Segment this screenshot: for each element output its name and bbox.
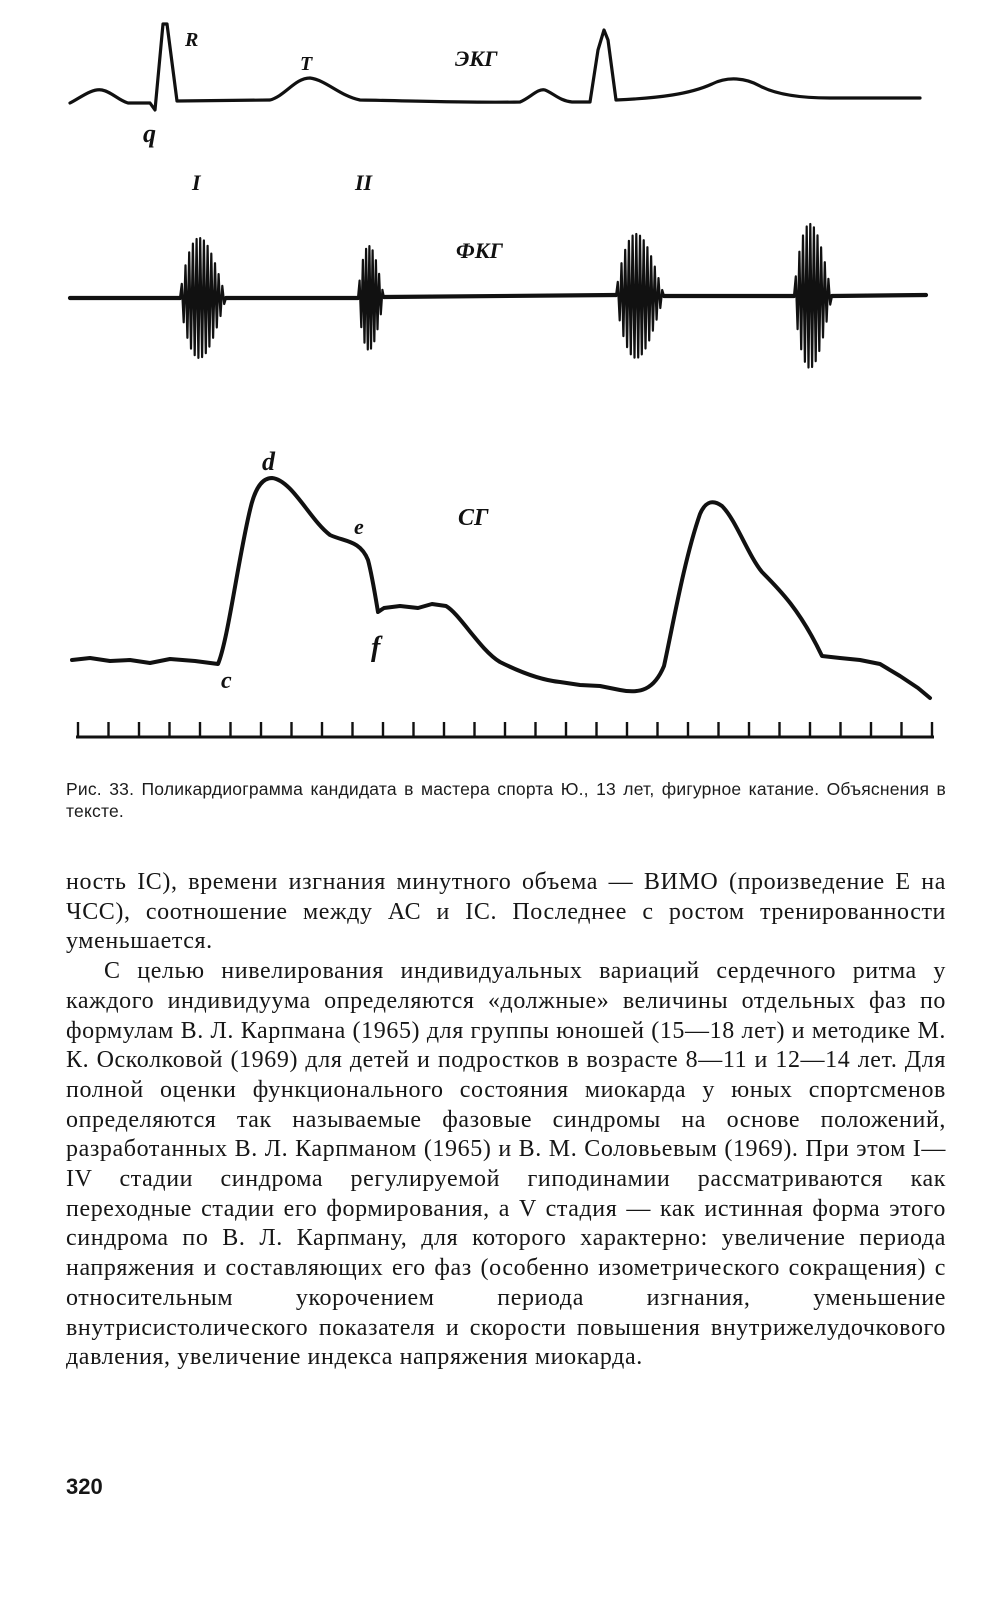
sg-point-f-label: f	[371, 632, 381, 663]
sg-point-c-label: c	[221, 668, 232, 694]
ecg-trace-label: ЭКГ	[455, 46, 498, 71]
pcg-trace-label: ФКГ	[456, 238, 503, 263]
sg-point-d-label: d	[262, 447, 275, 476]
polycardiogram-figure	[0, 0, 993, 770]
pcg-tone-burst	[180, 238, 226, 358]
figure-caption: Рис. 33. Поликардиограмма кандидата в мастера спорта Ю., 13 лет, фигурное катание. Объяснения в тексте.	[66, 779, 946, 821]
paragraph: ность IC), времени изгнания минутного объема — ВИМО (произведение Е на ЧСС), соотношение между АС и IC. Последнее с ростом тренированности уменьшается.	[66, 869, 946, 955]
paragraph: С целью нивелирования индивидуальных вариаций сердечного ритма у каждого индивидуума определяются «должные» величины отдельных фаз по формулам В. Л. Карпмана (1965) для группы юношей (15—18 лет) и методике М. К. Осколковой (1969) для детей и подростков в возрасте 8—11 и 12—14 лет. Для полной оценки функционального состояния миокарда у юных спортсменов определяются так называемые фазовые синдромы на основе положений, разработанных В. Л. Карпманом (1965) и В. М. Соловьевым (1969). При этом I—IV стадии синдрома регулируемой гиподинамии рассматриваются как переходные стадии его формирования, а V стадия — как истинная форма этого синдрома по В. Л. Карпману, для которого характерно: увеличение периода напряжения и составляющих его фаз (особенно изометрического сокращения) с относительным укорочением периода изгнания, уменьшение внутрисистолического показателя и скорости повышения внутрижелудочкового давления, увеличение индекса напряжения миокарда.	[66, 958, 946, 1371]
sg-point-e-label: e	[354, 514, 364, 539]
pcg-second-tone-label: II	[355, 170, 373, 195]
pcg-first-tone-label: I	[192, 170, 201, 195]
sphygmogram-trace	[72, 478, 930, 698]
sg-trace-label: СГ	[458, 505, 489, 531]
ecg-t-label: T	[300, 53, 313, 75]
pcg-tone-burst	[616, 234, 664, 358]
body-text	[66, 868, 946, 1373]
page-number: 320	[66, 1474, 103, 1499]
pcg-tone-burst	[794, 224, 832, 368]
ecg-r-label: R	[185, 29, 199, 51]
pcg-tone-burst	[358, 246, 384, 349]
ecg-q-label: q	[143, 119, 156, 148]
